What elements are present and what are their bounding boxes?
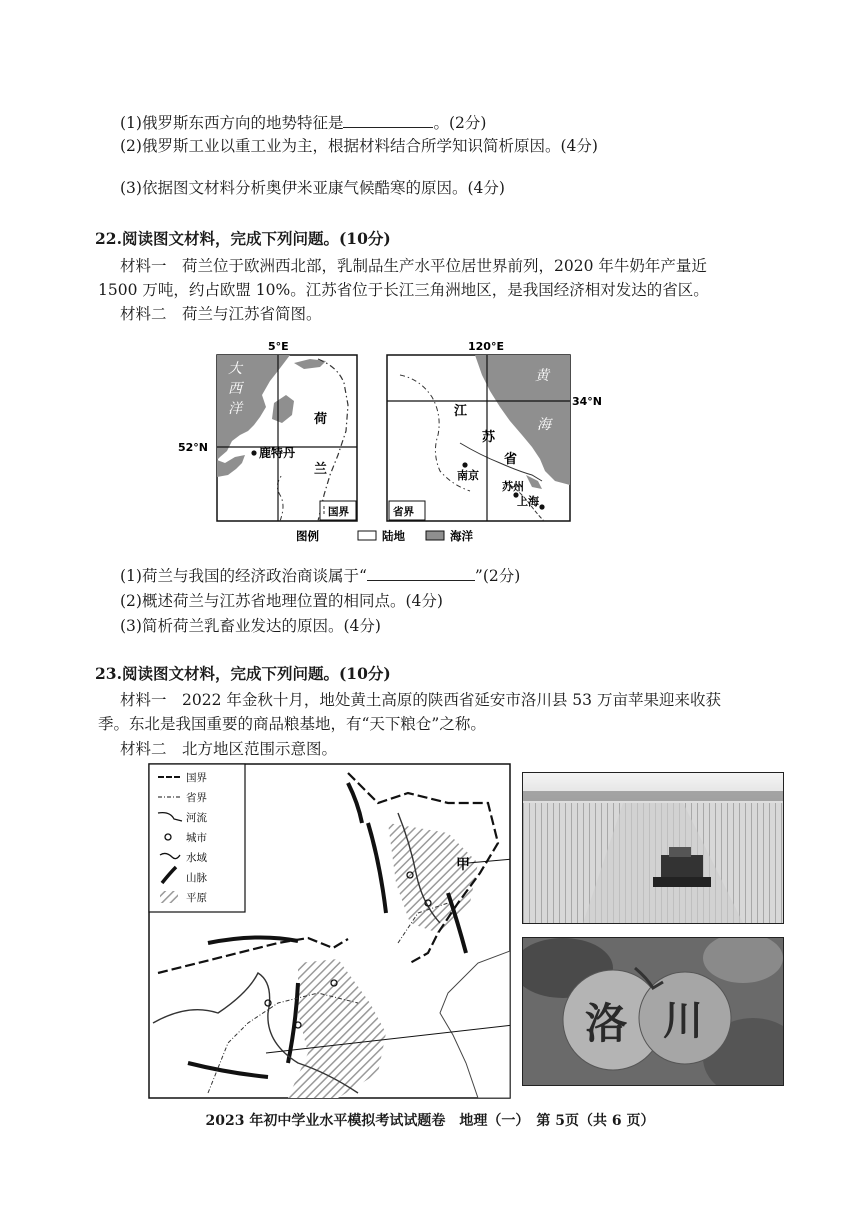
north-china-map	[148, 763, 513, 1101]
q22-sub1-text: (1)荷兰与我国的经济政治商谈属于“	[120, 567, 367, 585]
legend-national-border: 国界	[186, 772, 207, 784]
answer-blank[interactable]	[343, 113, 433, 128]
answer-blank[interactable]	[367, 566, 475, 581]
legend-title: 图例	[296, 529, 319, 543]
q21-sub1-score: 。(2分)	[433, 114, 487, 132]
shanghai-label: 上海	[517, 495, 539, 508]
q22-maps-figure	[170, 335, 610, 555]
nanjing-city-dot	[462, 462, 467, 467]
nanjing-label: 南京	[457, 469, 479, 482]
national-border-legend: 国界	[328, 506, 349, 518]
luochuan-apple-photo	[522, 937, 784, 1086]
q21-sub1	[120, 113, 486, 133]
legend-water: 水域	[186, 852, 207, 864]
q23-title: 23.阅读图文材料，完成下列问题。(10分)	[95, 664, 391, 683]
q22-material1-line2: 1500 万吨，约占欧盟 10%。江苏省位于长江三角洲地区，是我国经济相对发达的省区。	[98, 281, 709, 299]
q22-sub1	[120, 566, 520, 586]
q23-material1-line2: 季。东北是我国重要的商品粮基地，有“天下粮仓”之称。	[98, 715, 486, 733]
legend-river: 河流	[186, 812, 207, 824]
q21-sub1-text: (1)俄罗斯东西方向的地势特征是	[120, 114, 344, 132]
legend-ocean-label: 海洋	[450, 529, 473, 543]
lon-5e-label: 5°E	[268, 340, 289, 353]
rotterdam-city-dot	[251, 450, 256, 455]
yellow-sea-label-1: 黄	[535, 368, 549, 384]
atlantic-label-3: 洋	[228, 401, 242, 417]
legend-land-label: 陆地	[382, 529, 405, 543]
atlantic-label-1: 大	[228, 361, 242, 377]
legend-plain: 平原	[186, 892, 207, 904]
atlantic-label-2: 西	[228, 381, 242, 397]
q22-material2: 材料二 荷兰与江苏省简图。	[120, 305, 322, 323]
lat-52n-label: 52°N	[178, 441, 209, 454]
lat-34n-label: 34°N	[572, 395, 603, 408]
legend-land-swatch	[358, 531, 376, 540]
netherlands-label-1: 荷	[314, 412, 328, 427]
lon-120e-label: 120°E	[468, 340, 504, 353]
suzhou-label: 苏州	[502, 480, 524, 493]
page-footer: 2023 年初中学业水平模拟考试试题卷 地理（一） 第 5页（共 6 页）	[205, 1113, 655, 1129]
q22-sub1-score: ”(2分)	[474, 567, 521, 585]
jiangsu-label-3: 省	[504, 452, 518, 467]
q22-material1-line1: 材料一 荷兰位于欧洲西北部，乳制品生产水平位居世界前列，2020 年牛奶年产量近	[120, 257, 707, 275]
netherlands-label-2: 兰	[314, 462, 328, 477]
q22-sub2: (2)概述荷兰与江苏省地理位置的相同点。(4分)	[120, 592, 443, 610]
legend-ocean-swatch	[426, 531, 444, 540]
legend-city: 城市	[186, 832, 207, 844]
q21-sub2: (2)俄罗斯工业以重工业为主，根据材料结合所学知识简析原因。(4分)	[120, 137, 598, 155]
rotterdam-label: 鹿特丹	[259, 446, 296, 460]
q23-material2: 材料二 北方地区范围示意图。	[120, 740, 338, 758]
jiangsu-label-2: 苏	[482, 430, 496, 445]
yellow-sea-label-2: 海	[537, 417, 551, 433]
apple-text-chuan: 川	[663, 997, 703, 1044]
legend-provincial-border: 省界	[186, 792, 207, 804]
netherlands-map	[217, 355, 357, 521]
harvest-field-photo	[522, 772, 784, 924]
provincial-border-legend: 省界	[393, 506, 414, 518]
jiangsu-label-1: 江	[454, 404, 468, 419]
q21-sub3: (3)依据图文材料分析奥伊米亚康气候酷寒的原因。(4分)	[120, 179, 505, 197]
legend-mountain: 山脉	[186, 872, 207, 884]
q22-sub3: (3)简析荷兰乳畜业发达的原因。(4分)	[120, 617, 381, 635]
q22-title: 22.阅读图文材料，完成下列问题。(10分)	[95, 229, 391, 248]
shanghai-city-dot	[539, 504, 544, 509]
apple-text-luo: 洛	[585, 999, 628, 1048]
map-point-jia: 甲	[456, 857, 470, 873]
q23-material1-line1: 材料一 2022 年金秋十月，地处黄土高原的陕西省延安市洛川县 53 万亩苹果迎来收获	[120, 691, 721, 709]
